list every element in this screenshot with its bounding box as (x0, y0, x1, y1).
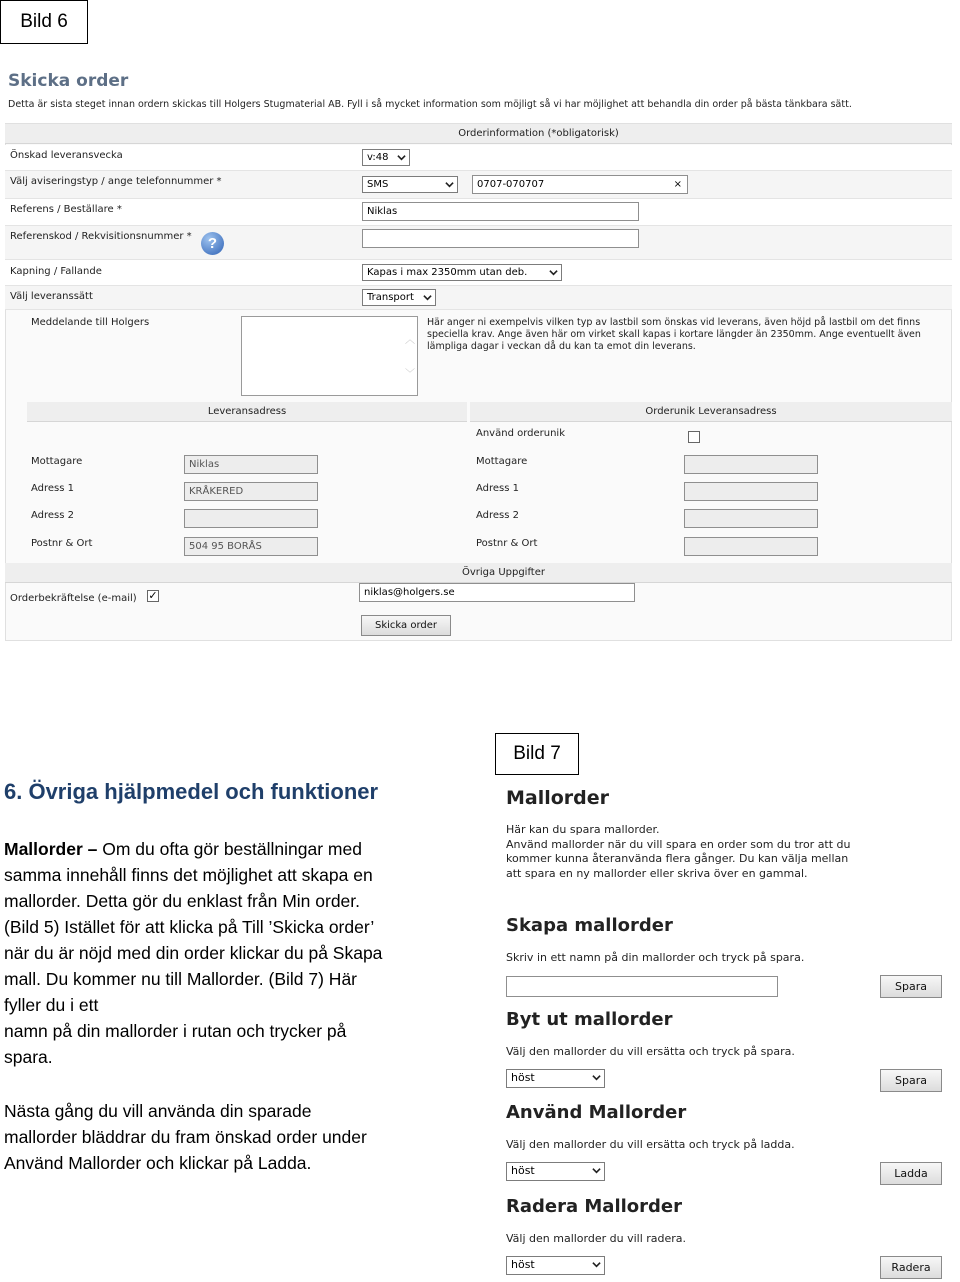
byt-select-value: höst (511, 1071, 535, 1084)
byt-title: Byt ut mallorder (506, 1009, 673, 1030)
kapning-select[interactable] (362, 264, 562, 281)
clear-icon[interactable]: × (673, 179, 682, 190)
ou-postnr-input[interactable] (684, 537, 818, 556)
form-intro: Detta är sista steget innan ordern skickas till Holgers Stugmaterial AB. Fyll i så mycket information som möjligt så vi har möjlighet att behandla din order på bästa tänkbara sätt. (8, 99, 852, 110)
text-line: samma innehåll finns det möjlighet att skapa en (4, 865, 373, 885)
avisering-label: Välj aviseringstyp / ange telefonnummer * (10, 176, 222, 187)
referens-value: Niklas (367, 206, 398, 217)
radera-select[interactable] (506, 1256, 605, 1275)
row-leveranssatt (5, 286, 952, 310)
text-line: mallorder bläddrar du fram önskad order under (4, 1127, 367, 1147)
leveranssatt-label: Välj leveranssätt (10, 291, 93, 302)
radera-desc: Välj den mallorder du vill radera. (506, 1232, 687, 1245)
row-leveransvecka (5, 145, 952, 171)
mottagare-value: Niklas (189, 459, 220, 470)
figure-label-text: Bild 6 (20, 11, 68, 32)
ou-adress2-input[interactable] (684, 509, 818, 528)
text-line: namn på din mallorder i rutan och trycker på (4, 1021, 347, 1041)
postnr-value: 504 95 BORÅS (189, 541, 262, 552)
avisering-value: SMS (367, 179, 389, 190)
form-title: Skicka order (8, 71, 129, 91)
mottagare-label: Mottagare (31, 456, 83, 467)
leveransadress-header: Leveransadress (27, 402, 467, 422)
spara-button[interactable]: Spara (880, 975, 942, 998)
ou-adress2-label: Adress 2 (476, 510, 520, 521)
postnr-label: Postnr & Ort (31, 538, 93, 549)
text-line: att spara en ny mallorder eller skriva över en gammal. (506, 866, 808, 880)
anvand-title: Använd Mallorder (506, 1102, 687, 1123)
chevron-down-icon (397, 153, 406, 162)
bekraftelse-checkbox[interactable]: ✓ (148, 590, 158, 602)
figure-label-text: Bild 7 (513, 743, 561, 764)
anvand-select[interactable] (506, 1162, 605, 1181)
anvand-desc: Välj den mallorder du vill ersätta och tryck på ladda. (506, 1138, 795, 1151)
meddelande-help: Här anger ni exempelvis vilken typ av lastbil som önskas vid leverans, även höjd på lastbil om det finns speciella krav. Ange även här om virket skall kapas i kortare längder än 2350mm. Ange eventuellt även lämpliga dagar i veckan då du kan ta emot din leverans. (427, 317, 921, 352)
leveranssatt-value: Transport (367, 292, 414, 303)
email-input[interactable] (359, 583, 635, 602)
text-line: Här kan du spara mallorder. (506, 823, 660, 836)
anvand-orderunik-label: Använd orderunik (476, 428, 565, 439)
ladda-button[interactable]: Ladda (880, 1162, 942, 1185)
anvand-select-value: höst (511, 1164, 535, 1177)
ou-adress1-input[interactable] (684, 482, 818, 501)
kapning-value: Kapas i max 2350mm utan deb. (367, 267, 528, 278)
phone-value: 0707-070707 (477, 179, 545, 190)
scroll-up-icon[interactable]: ︿ (405, 335, 415, 346)
ou-adress1-label: Adress 1 (476, 483, 520, 494)
text-line: (Bild 5) Istället för att klicka på Till ’Skicka order’ (4, 917, 375, 937)
adress1-label: Adress 1 (31, 483, 75, 494)
leveranssatt-select[interactable] (362, 289, 436, 306)
leveransvecka-select[interactable] (362, 149, 410, 166)
phone-input[interactable] (472, 175, 688, 194)
text-line: kommer kunna återanvända flera gånger. Du kan välja mellan (506, 852, 849, 865)
chevron-down-icon (445, 180, 454, 189)
kapning-label: Kapning / Fallande (10, 266, 102, 277)
meddelande-label: Meddelande till Holgers (31, 317, 150, 328)
chevron-down-icon (592, 1260, 601, 1269)
postnr-input[interactable] (184, 537, 318, 556)
scroll-down-icon[interactable]: ﹀ (405, 369, 415, 380)
ou-mottagare-label: Mottagare (476, 456, 528, 467)
ou-postnr-label: Postnr & Ort (476, 538, 538, 549)
radera-title: Radera Mallorder (506, 1196, 683, 1217)
leveransvecka-label: Önskad leveransvecka (10, 150, 123, 161)
bekraftelse-label: Orderbekräftelse (e-mail) (10, 593, 137, 604)
referens-input[interactable] (362, 202, 639, 221)
email-value: niklas@holgers.se (364, 587, 455, 598)
text-line: mallorder. Detta gör du enklast från Min order. (4, 891, 361, 911)
adress1-value: KRÅKERED (189, 486, 244, 497)
mallorder-title: Mallorder (506, 787, 610, 809)
adress2-input[interactable] (184, 509, 318, 528)
text-line: Nästa gång du vill använda din sparade (4, 1101, 312, 1121)
mallorder-term: Mallorder – (4, 839, 98, 859)
paragraph-mallorder (4, 836, 474, 1070)
leveransvecka-value: v:48 (367, 152, 389, 163)
text-line: Använd Mallorder och klickar på Ladda. (4, 1153, 312, 1173)
byt-desc: Välj den mallorder du vill ersätta och tryck på spara. (506, 1045, 795, 1058)
text-line: Använd mallorder när du vill spara en order som du tror att du (506, 837, 851, 851)
ovriga-header: Övriga Uppgifter (5, 563, 952, 583)
referens-label: Referens / Beställare * (10, 204, 122, 215)
skapa-desc: Skriv in ett namn på din mallorder och tryck på spara. (506, 951, 805, 964)
avisering-select[interactable] (362, 176, 458, 193)
text-line: spara. (4, 1047, 53, 1067)
figure-label-bild6 (0, 0, 88, 44)
skicka-order-button[interactable]: Skicka order (361, 615, 451, 636)
referenskod-label: Referenskod / Rekvisitionsnummer * (10, 231, 192, 242)
skapa-title: Skapa mallorder (506, 915, 673, 936)
mallorder-intro (506, 823, 956, 881)
help-icon[interactable]: ? (201, 232, 224, 255)
mallorder-name-input[interactable] (506, 976, 778, 997)
section-heading: 6. Övriga hjälpmedel och funktioner (4, 779, 379, 804)
ou-mottagare-input[interactable] (684, 455, 818, 474)
adress2-label: Adress 2 (31, 510, 75, 521)
byt-select[interactable] (506, 1069, 605, 1088)
orderinfo-header: Orderinformation (*obligatorisk) (5, 124, 952, 144)
paragraph-nasta (4, 1098, 474, 1176)
referenskod-input[interactable] (362, 229, 639, 248)
text-line: fyller du i ett (4, 995, 99, 1015)
text-line: när du är nöjd med din order klickar du på Skapa (4, 943, 383, 963)
orderunik-header: Orderunik Leveransadress (470, 402, 952, 422)
byt-spara-button[interactable]: Spara (880, 1069, 942, 1092)
meddelande-textarea[interactable] (241, 316, 418, 396)
radera-select-value: höst (511, 1258, 535, 1271)
figure-label-bild7 (495, 733, 579, 775)
mottagare-input[interactable] (184, 455, 318, 474)
chevron-down-icon (592, 1166, 601, 1175)
radera-button[interactable]: Radera (880, 1256, 942, 1279)
text-line: Om du ofta gör beställningar med (97, 839, 362, 859)
chevron-down-icon (592, 1073, 601, 1082)
chevron-down-icon (549, 268, 558, 277)
text-line: mall. Du kommer nu till Mallorder. (Bild 7) Här (4, 969, 358, 989)
adress1-input[interactable] (184, 482, 318, 501)
chevron-down-icon (423, 293, 432, 302)
anvand-orderunik-checkbox[interactable] (688, 431, 700, 443)
